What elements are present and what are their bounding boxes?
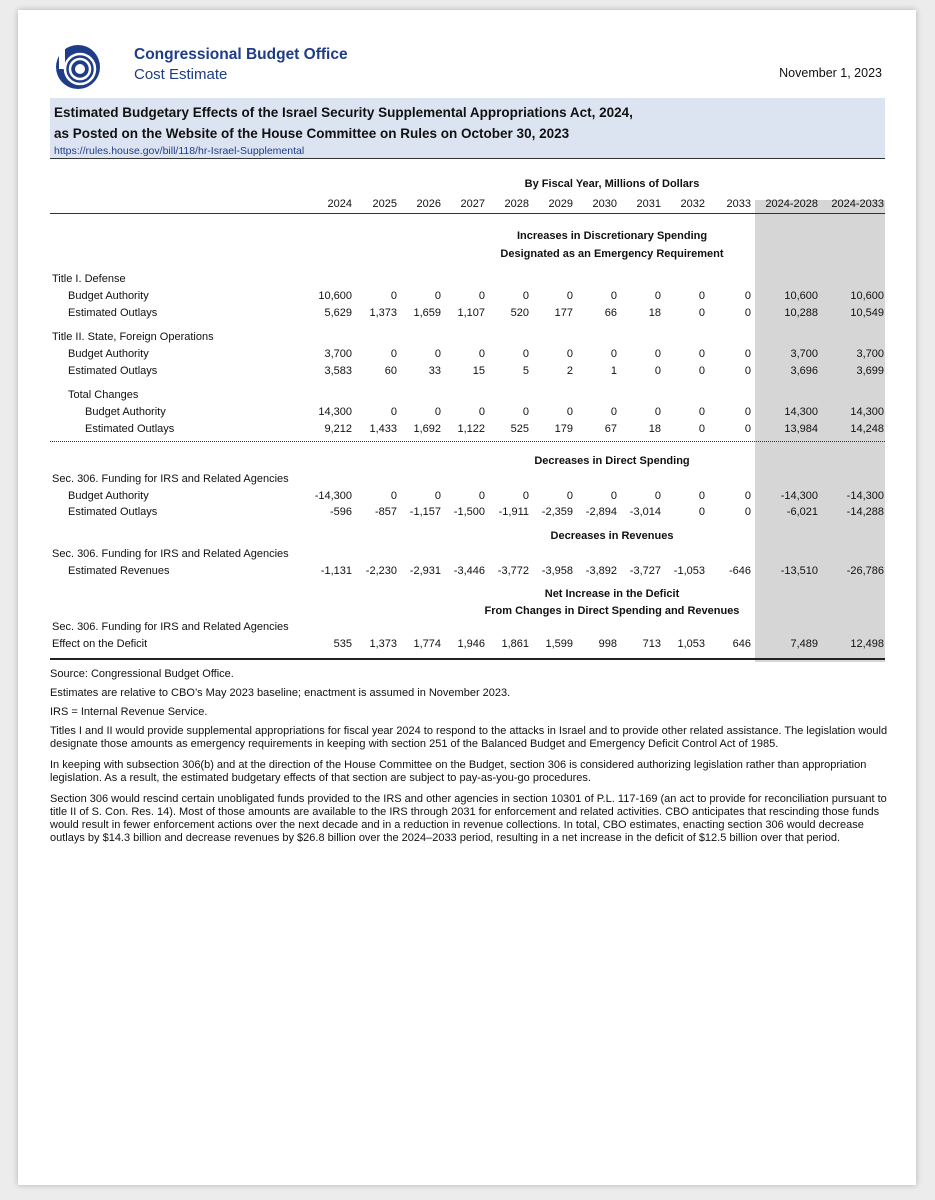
row-label: Estimated Outlays [68, 365, 158, 377]
table-cell: 2 [566, 365, 573, 377]
table-cell: 1,774 [413, 638, 441, 650]
notes [50, 668, 890, 851]
section-heading: Designated as an Emergency Requirement [500, 248, 724, 260]
org-name: Congressional Budget Office [134, 46, 348, 63]
row-label: Budget Authority [68, 490, 149, 502]
table-cell: 1,433 [369, 423, 397, 435]
table-cell: 0 [566, 406, 573, 418]
table-cell: 1,373 [369, 638, 397, 650]
table-cell: 3,583 [324, 365, 352, 377]
table-row [18, 564, 916, 578]
table-cell: 1,946 [457, 638, 485, 650]
table-cell: 7,489 [790, 638, 818, 650]
table-cell: 0 [390, 490, 397, 502]
column-header: 2029 [548, 198, 573, 210]
table-row [18, 637, 916, 651]
table-cell: 0 [744, 423, 751, 435]
table-row [18, 405, 916, 419]
table-cell: -3,446 [453, 565, 485, 577]
table-cell: 0 [390, 290, 397, 302]
table-cell: 0 [522, 348, 529, 360]
table-cell: 0 [478, 406, 485, 418]
table-cell: -2,894 [585, 506, 617, 518]
table-row [18, 489, 916, 503]
table-cell: 179 [554, 423, 573, 435]
table-cell: 0 [698, 490, 705, 502]
table-cell: 3,696 [790, 365, 818, 377]
table-cell: 5,629 [324, 307, 352, 319]
table-cell: 998 [598, 638, 617, 650]
row-label: Estimated Outlays [85, 423, 175, 435]
table-cell: -2,359 [541, 506, 573, 518]
table-cell: -3,892 [585, 565, 617, 577]
table-cell: 15 [472, 365, 485, 377]
column-headers [18, 197, 916, 211]
table-cell: 0 [522, 290, 529, 302]
row-label: Effect on the Deficit [52, 638, 148, 650]
table-cell: 0 [478, 490, 485, 502]
table-cell: 0 [744, 490, 751, 502]
table-cell: -3,014 [629, 506, 661, 518]
table-cell: -3,727 [629, 565, 661, 577]
table-cell: -2,931 [409, 565, 441, 577]
table-caption: By Fiscal Year, Millions of Dollars [524, 178, 700, 190]
note-irs: IRS = Internal Revenue Service. [50, 706, 208, 718]
table-cell: 0 [566, 290, 573, 302]
table-bottom-rule [50, 658, 885, 660]
table-cell: 0 [610, 290, 617, 302]
table-cell: 1,373 [369, 307, 397, 319]
column-header: 2028 [504, 198, 529, 210]
table-cell: 0 [698, 406, 705, 418]
table-cell: -14,300 [314, 490, 352, 502]
table-cell: 3,700 [790, 348, 818, 360]
table-cell: 1,107 [457, 307, 485, 319]
table-cell: 0 [610, 490, 617, 502]
table-cell: 33 [428, 365, 441, 377]
table-row [18, 306, 916, 320]
table-cell: 14,300 [784, 406, 818, 418]
table-cell: 0 [744, 406, 751, 418]
table-cell: 14,300 [850, 406, 884, 418]
table-cell: 14,248 [850, 423, 884, 435]
table-cell: 0 [566, 490, 573, 502]
table-cell: 0 [698, 423, 705, 435]
table-cell: 0 [698, 290, 705, 302]
table-row [18, 364, 916, 378]
row-label: Title I. Defense [52, 273, 126, 285]
table-cell: -14,300 [846, 490, 884, 502]
header-rule [50, 213, 885, 214]
table-cell: 177 [554, 307, 573, 319]
group-label-row [18, 330, 916, 344]
table-cell: 0 [654, 290, 661, 302]
table-cell: 0 [390, 406, 397, 418]
table-cell: 0 [698, 506, 705, 518]
table-cell: 0 [654, 348, 661, 360]
table-cell: -1,911 [498, 506, 529, 518]
section-heading: Decreases in Direct Spending [534, 455, 690, 467]
table-cell: 1,599 [545, 638, 573, 650]
table-cell: 0 [478, 348, 485, 360]
table-cell: 0 [390, 348, 397, 360]
table-cell: 13,984 [784, 423, 818, 435]
table-cell: 1 [610, 365, 617, 377]
table-cell: 10,600 [318, 290, 352, 302]
table-cell: 0 [610, 348, 617, 360]
table-cell: -14,288 [846, 506, 884, 518]
table-cell: 60 [384, 365, 397, 377]
table-cell: 535 [333, 638, 352, 650]
table-cell: -1,131 [320, 565, 352, 577]
row-label: Title II. State, Foreign Operations [52, 331, 214, 343]
column-header: 2024 [327, 198, 352, 210]
table-cell: 520 [510, 307, 529, 319]
table-cell: 5 [522, 365, 529, 377]
note-source: Source: Congressional Budget Office. [50, 668, 234, 680]
table-cell: 0 [654, 365, 661, 377]
table-cell: 1,861 [501, 638, 529, 650]
table-cell: -2,230 [365, 565, 397, 577]
table-cell: 9,212 [324, 423, 352, 435]
table-cell: 0 [698, 348, 705, 360]
row-label: Sec. 306. Funding for IRS and Related Agencies [52, 621, 289, 633]
column-header: 2032 [680, 198, 705, 210]
row-label: Budget Authority [85, 406, 166, 418]
table-cell: 0 [744, 365, 751, 377]
section-heading: Increases in Discretionary Spending [516, 230, 708, 242]
section-heading: Decreases in Revenues [550, 530, 674, 542]
row-label: Total Changes [68, 389, 139, 401]
table-cell: 0 [434, 290, 441, 302]
column-header: 2026 [416, 198, 441, 210]
table-row [18, 347, 916, 361]
table-cell: 0 [698, 365, 705, 377]
table-cell: 3,700 [856, 348, 884, 360]
table-cell: -1,157 [409, 506, 441, 518]
table-cell: 0 [522, 490, 529, 502]
column-header: 2033 [726, 198, 751, 210]
column-header: 2024-2033 [831, 198, 884, 210]
table-cell: 0 [610, 406, 617, 418]
group-label-row [18, 547, 916, 561]
table-cell: 3,700 [324, 348, 352, 360]
table-cell: -3,958 [541, 565, 573, 577]
table-cell: 18 [648, 307, 661, 319]
table-cell: 0 [698, 307, 705, 319]
group-label-row [18, 272, 916, 286]
table-cell: 525 [510, 423, 529, 435]
table-cell: 0 [434, 406, 441, 418]
table-cell: 1,692 [413, 423, 441, 435]
table-cell: 0 [478, 290, 485, 302]
table-cell: 3,699 [856, 365, 884, 377]
table-cell: 1,122 [457, 423, 485, 435]
table-cell: 0 [654, 406, 661, 418]
doc-date: November 1, 2023 [779, 66, 882, 80]
table-cell: 0 [434, 348, 441, 360]
table-cell: 0 [744, 506, 751, 518]
row-label: Budget Authority [68, 348, 149, 360]
group-label-row [18, 620, 916, 634]
bill-link[interactable]: https://rules.house.gov/bill/118/hr-Israel-Supplemental [54, 145, 305, 157]
table-cell: -646 [728, 565, 751, 577]
group-label-row [18, 472, 916, 486]
row-label: Estimated Outlays [68, 307, 158, 319]
row-label: Sec. 306. Funding for IRS and Related Agencies [52, 548, 289, 560]
doc-type: Cost Estimate [134, 66, 228, 83]
column-header: 2027 [460, 198, 485, 210]
table-cell: -3,772 [497, 565, 529, 577]
table-cell: 0 [654, 490, 661, 502]
table-cell: -13,510 [780, 565, 818, 577]
table-row [18, 289, 916, 303]
note-titles: Titles I and II would provide supplemental appropriations for fiscal year 2024 to respond to the attacks in Israel and to provide other related assistance. The legislation would designate those amounts as emergency requirements in keeping with section 251 of the Balanced Budget and Emergency Deficit Control Act of 1985. [50, 725, 888, 750]
table-cell: 66 [604, 307, 617, 319]
table-cell: -1,053 [673, 565, 705, 577]
table-cell: 1,659 [413, 307, 441, 319]
table-cell: 0 [522, 406, 529, 418]
row-label: Sec. 306. Funding for IRS and Related Agencies [52, 473, 289, 485]
table-cell: 0 [566, 348, 573, 360]
row-label: Estimated Revenues [68, 565, 170, 577]
section-heading: Net Increase in the Deficit [544, 588, 680, 600]
table-cell: 12,498 [850, 638, 884, 650]
row-label: Estimated Outlays [68, 506, 158, 518]
group-label-row [18, 388, 916, 402]
table-cell: 14,300 [318, 406, 352, 418]
table-cell: 18 [648, 423, 661, 435]
note-sec306b: In keeping with subsection 306(b) and at the direction of the House Committee on the Budget, section 306 is considered authorizing legislation rather than appropriation legislation. As a result, the estimated budgetary effects of that section are subject to pay-as-you-go procedures. [50, 759, 867, 784]
table-cell: 10,288 [784, 307, 818, 319]
budget-table [18, 10, 916, 710]
table-cell: 0 [434, 490, 441, 502]
title-line-1: Estimated Budgetary Effects of the Israel Security Supplemental Appropriations Act, 2024, [54, 105, 633, 120]
table-cell: -1,500 [453, 506, 485, 518]
table-cell: 713 [642, 638, 661, 650]
column-header: 2024-2028 [765, 198, 818, 210]
table-cell: -596 [329, 506, 352, 518]
table-cell: 1,053 [677, 638, 705, 650]
table-cell: 646 [732, 638, 751, 650]
note-rescind: Section 306 would rescind certain unobligated funds provided to the IRS and other agencies in section 10301 of P.L. 117-169 (an act to provide for reconciliation pursuant to title II of S. Con. Res. 14). Most of those amounts are available to the IRS through 2031 for enforcement and related activities. CBO anticipates that rescinding those funds would result in fewer enforcement actions over the next decade and in a reduction in revenue collections. In total, CBO estimates, enacting section 306 would decrease outlays by $14.3 billion and decrease revenues by $26.8 billion over the 2024–2033 period, resulting in a net increase in the deficit of $12.5 billion over that period. [50, 793, 887, 844]
table-cell: 0 [744, 290, 751, 302]
table-cell: -26,786 [846, 565, 884, 577]
table-cell: 0 [744, 348, 751, 360]
table-cell: -14,300 [780, 490, 818, 502]
column-header: 2025 [372, 198, 397, 210]
row-label: Budget Authority [68, 290, 149, 302]
table-row [18, 422, 916, 436]
table-cell: 10,600 [784, 290, 818, 302]
dotted-rule [50, 441, 885, 442]
column-header: 2030 [592, 198, 617, 210]
section-heading: From Changes in Direct Spending and Revenues [484, 605, 740, 617]
title-line-2: as Posted on the Website of the House Committee on Rules on October 30, 2023 [54, 126, 570, 141]
column-header: 2031 [636, 198, 661, 210]
table-cell: -857 [374, 506, 397, 518]
table-cell: 0 [744, 307, 751, 319]
document-page [18, 10, 916, 1185]
table-row [18, 505, 916, 519]
table-cell: 10,549 [850, 307, 884, 319]
table-cell: 67 [604, 423, 617, 435]
table-cell: -6,021 [786, 506, 818, 518]
note-baseline: Estimates are relative to CBO’s May 2023 baseline; enactment is assumed in November 2023. [50, 687, 511, 699]
table-cell: 10,600 [850, 290, 884, 302]
